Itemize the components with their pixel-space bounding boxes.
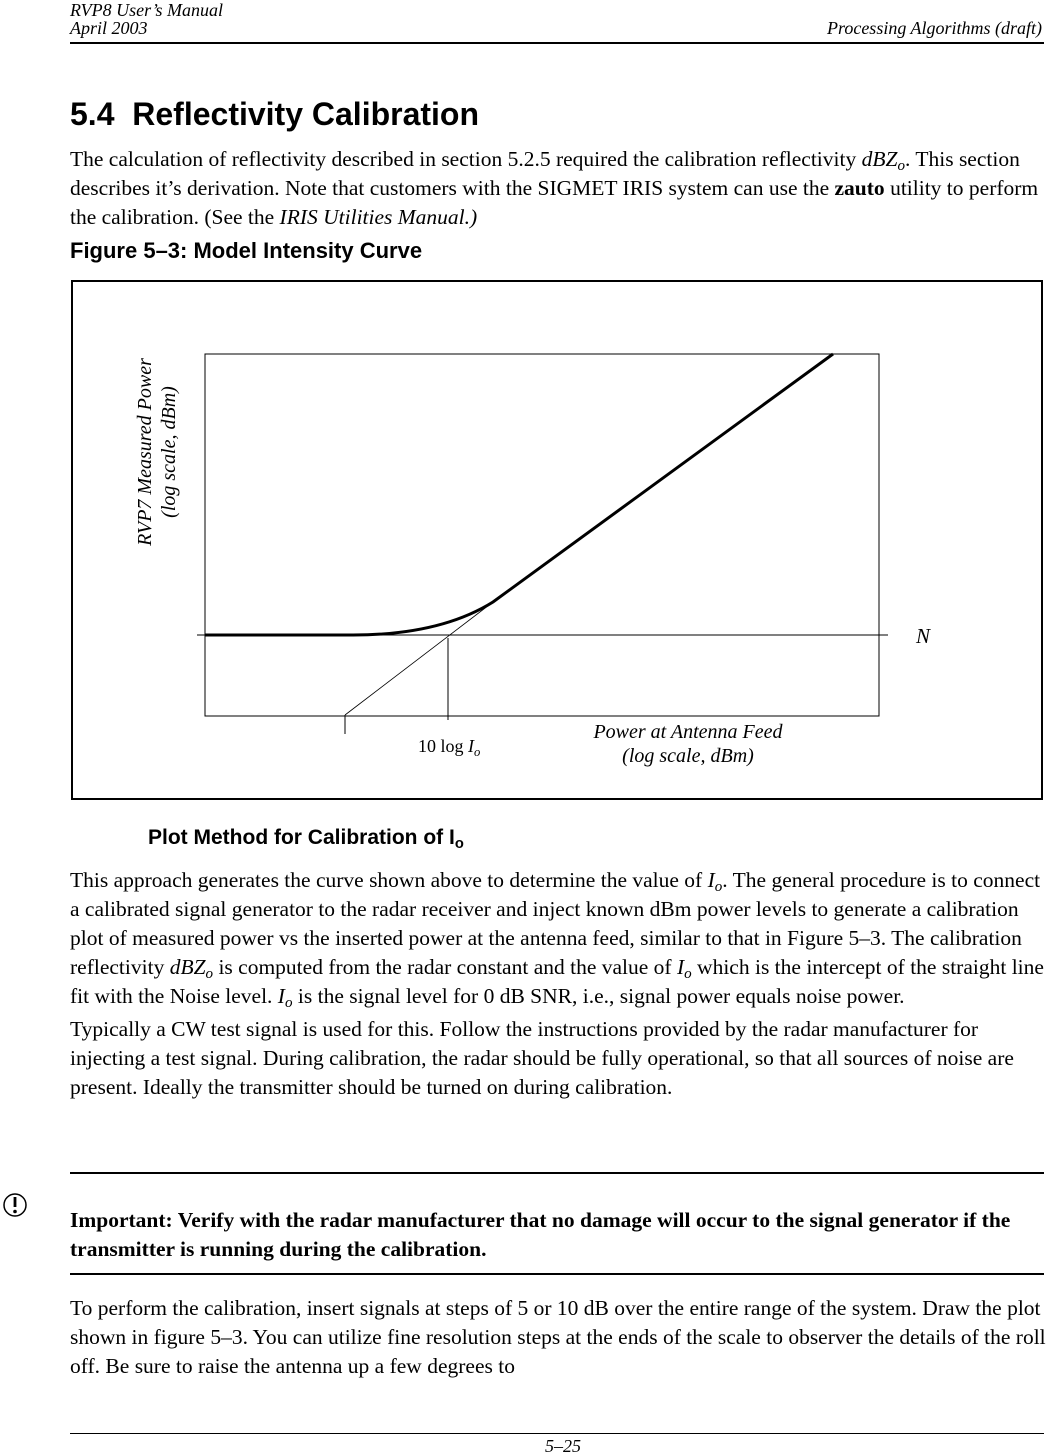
x-axis-label-line2: (log scale, dBm) bbox=[622, 745, 754, 767]
y-axis-label bbox=[133, 302, 181, 602]
iris-manual-ref: IRIS Utilities Manual.) bbox=[279, 205, 478, 229]
paragraph-perform-calibration: To perform the calibration, insert signals at steps of 5 or 10 dB over the entire range of the system. Draw the plot shown in figure 5–3. You can utilize fine resolution steps at the ends of the scale to observer the details of the roll off. Be sure to raise the antenna up a few degrees to bbox=[70, 1296, 1046, 1378]
math-dbzo: dBZ$_o$ bbox=[169, 955, 214, 982]
figure-frame bbox=[71, 280, 1043, 800]
intro-text-1: The calculation of reflectivity described in section 5.2.5 required the calibration reflectivity bbox=[70, 147, 862, 171]
math-io: $I_o$ bbox=[676, 955, 692, 982]
important-top-rule bbox=[70, 1172, 1044, 1174]
zauto-utility: zauto bbox=[834, 176, 885, 200]
important-notice: Important: Verify with the radar manufacturer that no damage will occur to the signal generator if the transmitter is running during the calibration. bbox=[70, 1208, 1011, 1261]
paragraph-cw-signal: Typically a CW test signal is used for this. Follow the instructions provided by the radar manufacturer for injecting a test signal. During calibration, the radar should be fully operational, so that all sources of noise are present. Ideally the transmitter should be turned on during calibration. bbox=[70, 1017, 1014, 1099]
intro-text-2: . This section describes it’s derivation. Note that customers with the SIGMET IRIS system can use the bbox=[70, 147, 1020, 200]
section-heading bbox=[70, 96, 479, 133]
figure-caption: Figure 5–3: Model Intensity Curve bbox=[70, 238, 423, 263]
header-date: April 2003 bbox=[70, 18, 148, 38]
footer-rule bbox=[70, 1433, 1044, 1434]
paragraph-plot-method: This approach generates the curve shown above to determine the value of $I_o$. The general procedure is to connect a calibrated signal generator to the radar receiver and inject known dBm power levels to generate a calibration plot of measured power vs the inserted power at the antenna feed, similar to that in Figure 5–3. The calibration reflectivity dBZ$_o$ is computed from the radar constant and the value of $I_o$ which is the intercept of the straight line fit with the Noise level. $I_o$ is the signal level for 0 dB SNR, i.e., signal power equals noise power. bbox=[70, 868, 1044, 1011]
x-axis-label-line1: Power at Antenna Feed bbox=[593, 721, 783, 743]
measured-power-curve bbox=[205, 354, 833, 635]
section-number: 5.4 bbox=[70, 96, 115, 132]
subsection-heading: Plot Method for Calibration of $I_o$ bbox=[148, 826, 464, 852]
noise-label: N bbox=[916, 624, 931, 648]
plot-box bbox=[205, 354, 879, 716]
extrapolated-fit-line bbox=[345, 602, 493, 715]
header-manual-title: RVP8 User’s Manual bbox=[70, 0, 223, 20]
section-title: Reflectivity Calibration bbox=[132, 96, 480, 132]
y-axis-label-line2: (log scale, dBm) bbox=[158, 386, 180, 518]
page-number: 5–25 bbox=[545, 1436, 581, 1456]
intro-text-3: utility to perform the calibration. (See the bbox=[70, 176, 1039, 229]
intercept-label: 10 $\log I_o$ bbox=[418, 736, 481, 759]
math-io: $I_o$ bbox=[707, 868, 723, 895]
header-chapter: Processing Algorithms (draft) bbox=[827, 18, 1042, 38]
math-dbzo: dBZ$_o$ bbox=[861, 147, 905, 174]
warning-icon bbox=[2, 1192, 28, 1218]
important-bottom-rule bbox=[70, 1273, 1044, 1275]
math-io: $I_o$ bbox=[277, 984, 293, 1011]
header-rule bbox=[70, 42, 1044, 44]
y-axis-label-line1: RVP7 Measured Power bbox=[134, 358, 156, 546]
x-axis-label bbox=[543, 720, 833, 768]
intro-paragraph bbox=[70, 145, 1046, 232]
